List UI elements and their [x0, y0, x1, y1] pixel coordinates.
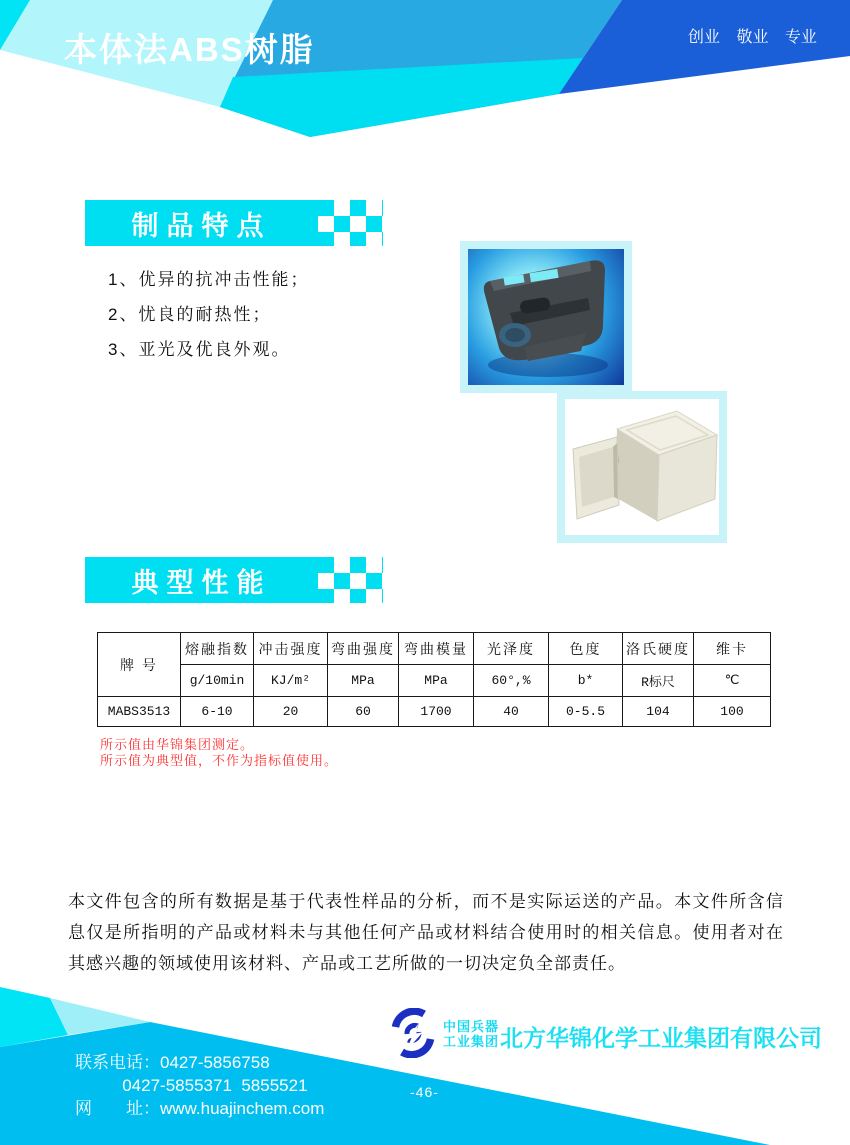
- website-line: 网 址：www.huajinchem.com: [75, 1099, 325, 1118]
- company-name: 北方华锦化学工业集团有限公司: [500, 1025, 822, 1051]
- unit-impact-strength: KJ/m²: [254, 665, 328, 697]
- table-header-row: [98, 633, 771, 665]
- checker-decoration: [318, 557, 383, 603]
- contact-info: [75, 1051, 324, 1120]
- logo-caption: [443, 1019, 499, 1049]
- unit-melt-index: g/10min: [181, 665, 254, 697]
- unit-flexural-strength: MPa: [328, 665, 399, 697]
- cell-brand: MABS3513: [98, 697, 181, 727]
- storage-box-illustration: [565, 399, 719, 535]
- cell-chroma: 0-5.5: [549, 697, 623, 727]
- disclaimer-paragraph: 本文件包含的所有数据是基于代表性样品的分析，而不是实际运送的产品。本文件所含信息仅是所指明的产品或材料未与其他任何产品或材料结合使用时的相关信息。使用者对在其感兴趣的领域使用该材料、产品或工艺所做的一切决定负全部责任。: [68, 892, 784, 973]
- company-motto: 创业 敬业 专业: [688, 29, 817, 46]
- cell-rockwell-hardness: 104: [623, 697, 694, 727]
- feature-list: [108, 270, 448, 375]
- phone-line-2: 0427-5855371 5855521: [75, 1076, 308, 1095]
- cell-vicat: 100: [694, 697, 771, 727]
- phone-line-1: 联系电话：0427-5856758: [75, 1053, 270, 1072]
- unit-vicat: ℃: [694, 665, 771, 697]
- feature-item: 3、亚光及优良外观。: [108, 340, 291, 359]
- col-rockwell-hardness: 洛氏硬度: [623, 633, 694, 665]
- unit-chroma: b*: [549, 665, 623, 697]
- logo-caption-line2: 工业集团: [443, 1034, 500, 1049]
- logo-caption-line1: 中国兵器: [443, 1019, 500, 1034]
- norinco-logo-icon: [387, 1008, 439, 1058]
- footnote-line: 所示值由华锦集团测定。: [100, 737, 255, 752]
- col-chroma: 色度: [549, 633, 623, 665]
- cell-impact-strength: 20: [254, 697, 328, 727]
- storage-box-image: [557, 391, 727, 543]
- col-gloss: 光泽度: [474, 633, 549, 665]
- checker-decoration: [318, 200, 383, 246]
- properties-table: [97, 632, 771, 727]
- footnote-line: 所示值为典型值，不作为指标值使用。: [100, 753, 339, 768]
- feature-item: 1、优异的抗冲击性能；: [108, 270, 310, 289]
- cell-melt-index: 6-10: [181, 697, 254, 727]
- cell-flexural-strength: 60: [328, 697, 399, 727]
- door-panel-illustration: [468, 249, 624, 385]
- cell-gloss: 40: [474, 697, 549, 727]
- page-number: -46-: [410, 1084, 439, 1100]
- cell-flexural-modulus: 1700: [399, 697, 474, 727]
- unit-rockwell-hardness: R标尺: [623, 665, 694, 697]
- unit-gloss: 60°,%: [474, 665, 549, 697]
- table-units-row: [98, 665, 771, 697]
- col-melt-index: 熔融指数: [181, 633, 254, 665]
- feature-item: 2、忧良的耐热性；: [108, 305, 272, 324]
- table-footnotes: [100, 737, 338, 769]
- section-title-properties: 典型性能: [85, 557, 318, 603]
- page-title: 本体法ABS树脂: [64, 31, 315, 68]
- col-vicat: 维卡: [694, 633, 771, 665]
- table-data-row: [98, 697, 771, 727]
- unit-flexural-modulus: MPa: [399, 665, 474, 697]
- col-flexural-modulus: 弯曲模量: [399, 633, 474, 665]
- door-panel-image: [460, 241, 632, 393]
- col-brand: 牌 号: [98, 633, 181, 697]
- section-title-features: 制品特点: [85, 200, 318, 246]
- col-impact-strength: 冲击强度: [254, 633, 328, 665]
- col-flexural-strength: 弯曲强度: [328, 633, 399, 665]
